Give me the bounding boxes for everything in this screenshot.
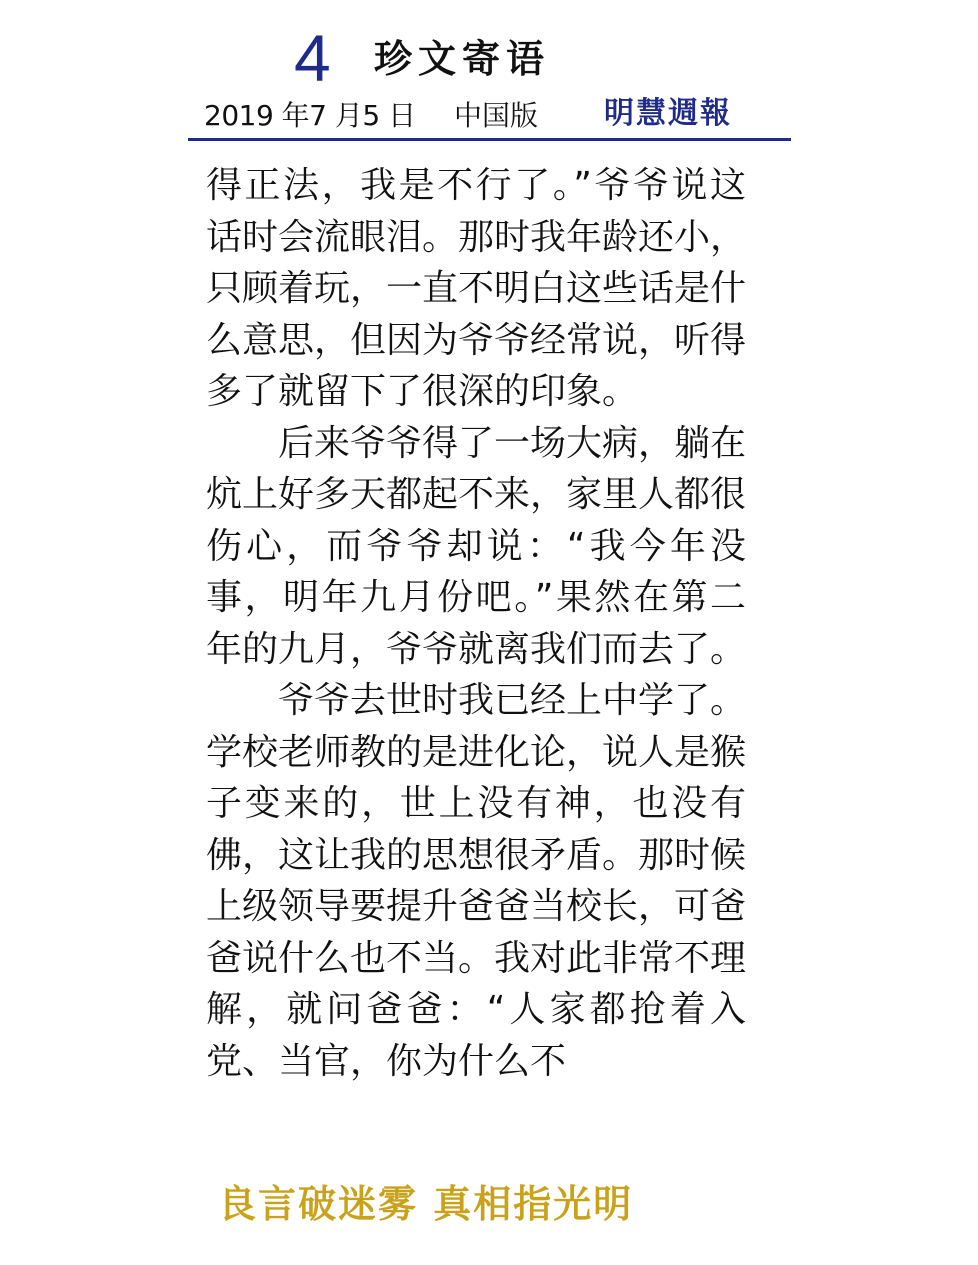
edition-label: 中国版 xyxy=(454,99,539,132)
paper-name-logo: 明慧週報 xyxy=(604,96,732,131)
masthead xyxy=(188,18,790,142)
article-body xyxy=(206,160,746,1087)
article-paragraph: 后来爷爷得了一场大病，躺在炕上好多天都起不来，家里人都很伤心，而爷爷却说：“我今年没事，明年九月份吧。”果然在第二年的九月，爷爷就离我们而去了。 xyxy=(206,422,747,670)
footer-slogan: 良言破迷雾 真相指光明 xyxy=(218,1181,634,1226)
issue-date: 2019 年7 月5 日 xyxy=(204,99,416,132)
article-paragraph: 得正法，我是不行了。”爷爷说这话时会流眼泪。那时我年龄还小，只顾着玩，一直不明白这些话是什么意思，但因为爷爷经常说，听得多了就留下了很深的印象。 xyxy=(206,165,747,412)
header-divider xyxy=(188,138,791,141)
page-number: 4 xyxy=(294,21,331,95)
article-paragraph: 爷爷去世时我已经上中学了。学校老师教的是进化论，说人是猴子变来的，世上没有神，也没有佛，这让我的思想很矛盾。那时候上级领导要提升爸爸当校长，可爸爸说什么也不当。我对此非常不理解，就问爸爸：“人家都抢着入党、当官，你为什么不 xyxy=(206,680,747,1082)
section-title: 珍文寄语 xyxy=(374,36,551,81)
